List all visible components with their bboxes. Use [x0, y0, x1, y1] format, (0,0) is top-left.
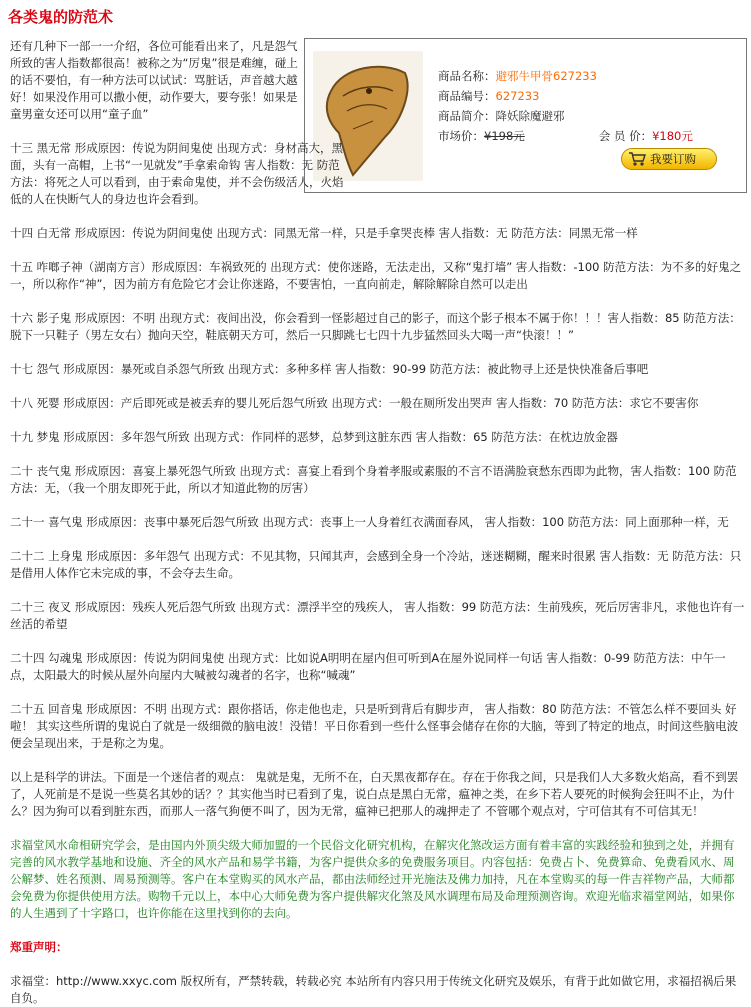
- member-price-value: ¥180元: [652, 129, 693, 143]
- article-body: [10, 38, 745, 1007]
- entry-paragraph: 二十 丧气鬼 形成原因：喜宴上暴死怨气所致 出现方式：喜宴上看到个身着孝服或素服的不言不语满脸衰愁东西即为此物，害人指数：100 防范方法：无，（我一个朋友即死于此，所以才知道此物的厉害）: [10, 464, 737, 495]
- entry-paragraph: 以上是科学的讲法。下面是一个迷信者的观点： 鬼就是鬼，无所不在，白天黑夜都存在。存在于你我之间，只是我们人大多数火焰高，看不到罢了，人死前是不是说一些莫名其妙的话？？其实他当时已看到了鬼，说白点是黑白无常，瘟神之类，在乡下若人要死的时候狗会狂叫不止，为什么？因为狗可以看到脏东西，而那人一落气狗便不叫了，因为无常，瘟神已把那人的魂押走了 不管哪个观点对，宁可信其有不可信其无！: [10, 770, 739, 818]
- product-desc-label: 商品简介：: [438, 109, 496, 123]
- entry-paragraph: 二十一 喜气鬼 形成原因：丧事中暴死后怨气所致 出现方式：丧事上一人身着红衣满面春风， 害人指数：100 防范方法：同上面那种一样，无: [10, 515, 729, 529]
- intro-paragraph: 还有几种下一部一一介绍，各位可能看出来了，凡是怨气所致的害人指数都很高！被称之为“厉鬼”很是难缠，碰上的话不要怕，有一种方法可以试试：骂脏话，声音越大越好！如果没作用可以撒小便，动作要大，要夸张！如果是童男童女还可以用“童子血”: [10, 39, 298, 121]
- entry-paragraph: 十七 怨气 形成原因：暴死或自杀怨气所致 出现方式：多种多样 害人指数：90-99 防范方法：被此物寻上还是快快准备后事吧: [10, 362, 649, 376]
- entry-paragraph: 二十三 夜叉 形成原因：残疾人死后怨气所致 出现方式：漂浮半空的残疾人， 害人指数：99 防范方法：生前残疾，死后厉害非凡，求他也许有一丝活的希望: [10, 600, 745, 631]
- product-code-value: 627233: [495, 89, 540, 103]
- product-name-label: 商品名称：: [438, 69, 496, 83]
- entry-paragraph: 十三 黑无常 形成原因：传说为阴间鬼使 出现方式：身材高大，黑面，头有一高帽，上书“一见就发”手拿索命钩 害人指数：无 防范方法：将死之人可以看到，由于索命鬼使，并不会伤级活人，火焰低的人在快断气人的身边也许会看到。: [10, 141, 344, 206]
- entry-paragraph: 二十二 上身鬼 形成原因：多年怨气 出现方式：不见其物，只闻其声，会感到全身一个冷站，迷迷糊糊，醒来时很累 害人指数：无 防范方法：只是借用人体作它未完成的事，不会夺去生命。: [10, 549, 742, 580]
- disclaimer-title: 郑重声明：: [10, 940, 68, 954]
- entry-paragraph: 十六 影子鬼 形成原因：不明 出现方式：夜间出没，你会看到一怪影超过自己的影子，而这个影子根本不属于你！！！害人指数：85 防范方法：脱下一只鞋子（男左女右）抛向天空，鞋底朝天方可，然后一只脚跳七七四十九步猛然回头大喝一声“快滚！！”: [10, 311, 741, 342]
- entry-paragraph: 十八 死婴 形成原因：产后即死或是被丢弃的婴儿死后怨气所致 出现方式：一般在厕所发出哭声 害人指数：70 防范方法：求它不要害你: [10, 396, 699, 410]
- product-desc-value: 降妖除魔避邪: [495, 109, 565, 123]
- promo-paragraph: 求福堂风水命相研究学会，是由国内外顶尖级大师加盟的一个民俗文化研究机构，在解灾化煞改运方面有着丰富的实践经验和独到之处，并拥有完善的风水教学基地和设施、齐全的风水产品和易学书籍，为客户提供众多的免费服务项目。内容包括：免费占卜、免费算命、免费看风水、周公解梦、姓名预测、周易预测等。客户在本堂购买的风水产品，都由法师经过开光施法及佛力加持，凡在本堂购买的每一件吉祥物产品，大师都会免费为你提供使用方法。购物千元以上，本中心大师免费为客户提供解灾化煞及风水调理布局及命理预测咨询。欢迎光临求福堂网站，如果你的人生遇到了十字路口，也许你能在这里找到你的去向。: [10, 838, 735, 920]
- member-price-label: 会 员 价：: [598, 129, 653, 143]
- entry-paragraph: 十九 梦鬼 形成原因：多年怨气所致 出现方式：作同样的恶梦，总梦到这脏东西 害人指数：65 防范方法：在枕边放金器: [10, 430, 618, 444]
- page-title: 各类鬼的防范术: [8, 8, 114, 26]
- product-code-label: 商品编号：: [438, 89, 496, 103]
- order-button-label: 我要订购: [650, 152, 696, 166]
- entry-paragraph: 二十四 勾魂鬼 形成原因：传说为阴间鬼使 出现方式：比如说A明明在屋内但可听到A在屋外说同样一句话 害人指数：0-99 防范方法：中午一点，太阳最大的时候从屋外向屋内大喊被勾魂者的名字，也称“喊魂”: [10, 651, 726, 682]
- market-price-value: ¥198元: [484, 129, 525, 143]
- entry-paragraph: 十五 咋啷子神（湖南方言）形成原因：车祸致死的 出现方式：使你迷路，无法走出，又称“鬼打墙” 害人指数：-100 防范方法：为不多的好鬼之一，所以称作“神”，因为前方有危险它才会让你迷路，不要害怕，一直向前走，解除解除自然可以走出: [10, 260, 742, 291]
- disclaimer-text: 求福堂：http://www.xxyc.com 版权所有，严禁转载，转载必究 本站所有内容只用于传统文化研究及娱乐，有背于此如做它用，求福招祸后果自负。: [10, 974, 737, 1005]
- market-price-label: 市场价：: [438, 129, 484, 143]
- product-name-link[interactable]: 避邪牛甲骨627233: [495, 69, 597, 83]
- entry-paragraph: 二十五 回音鬼 形成原因：不明 出现方式：跟你搭话，你走他也走，只是听到背后有脚步声， 害人指数：80 防范方法：不管怎么样不要回头 好啦！ 其实这些所谓的鬼说白了就是一级细微的脑电波！没错！平日你看到一些什么怪事会储存在你的大脑，等到了特定的地点，时间这些脑电波便会呈现出来，于是称之为鬼。: [10, 702, 739, 750]
- entry-list: [10, 140, 745, 820]
- entry-paragraph: 十四 白无常 形成原因：传说为阴间鬼使 出现方式：同黑无常一样，只是手拿哭丧棒 害人指数：无 防范方法：同黑无常一样: [10, 226, 638, 240]
